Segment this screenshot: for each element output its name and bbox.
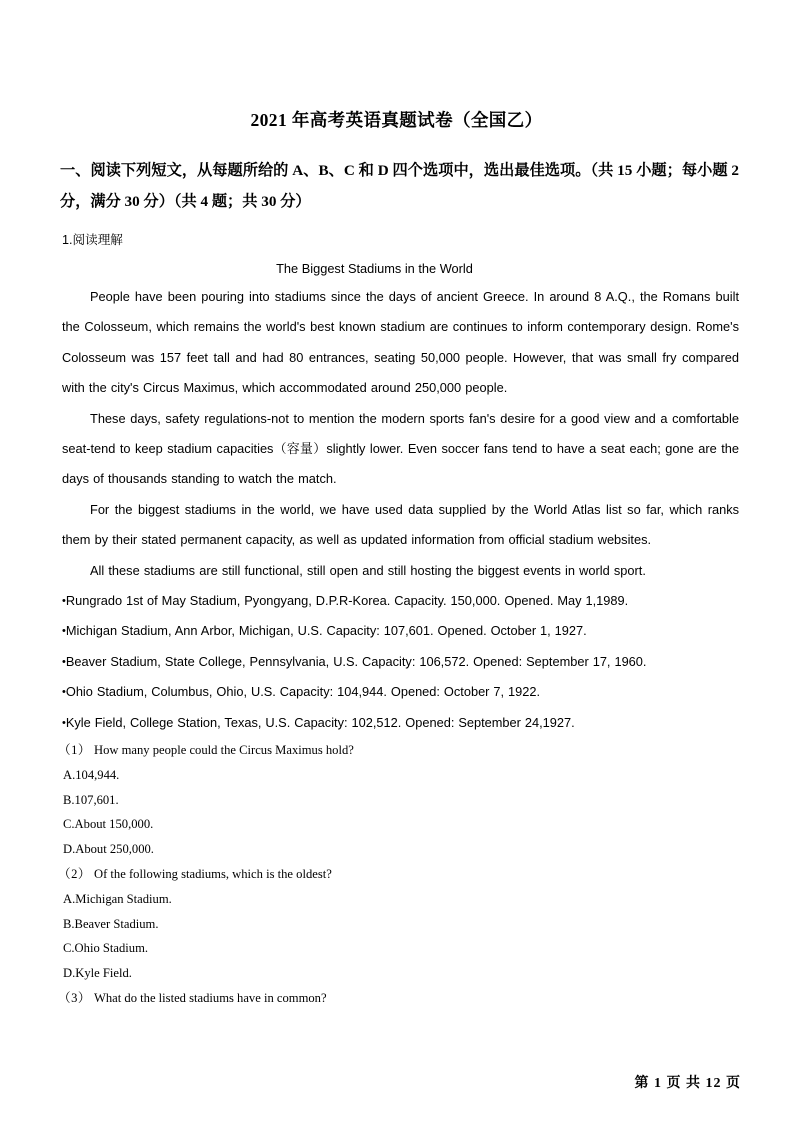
answer-option-a[interactable]: A.Michigan Stadium. [63, 891, 172, 906]
question-number: （3） [58, 991, 91, 1006]
answer-option-b[interactable]: B.107,601. [63, 792, 119, 807]
answer-option-d[interactable]: D.Kyle Field. [63, 966, 132, 981]
passage-title: The Biggest Stadiums in the World [276, 261, 473, 276]
passage-paragraph: All these stadiums are still functional, still open and still hosting the biggest events in world sport. [90, 562, 646, 578]
list-item [62, 586, 739, 616]
list-item-text: Beaver Stadium, State College, Pennsylvania, U.S. Capacity: 106,572. Opened: September 17, 1960. [65, 653, 647, 669]
bullet-icon: • [62, 716, 66, 729]
list-item-text: Kyle Field, College Station, Texas, U.S. Capacity: 102,512. Opened: September 24,1927. [65, 714, 575, 730]
answer-option-b[interactable]: B.Beaver Stadium. [63, 916, 159, 931]
passage-paragraph: People have been pouring into stadiums since the days of ancient Greece. In around 8 A.Q., the Romans built the Colosseum, which remains the world's best known stadium are continues to inform contemporary design. Rome's Colosseum was 157 feet tall and had 80 entrances, seating 50,000 people. However, that was small fry compared with the city's Circus Maximus, which accommodated around 250,000 people. [62, 289, 739, 396]
answer-option-c[interactable]: C.Ohio Stadium. [63, 941, 149, 956]
answer-option-c[interactable]: C.About 150,000. [63, 817, 154, 832]
question-stem [52, 986, 741, 1011]
sub-item-label: 1.阅读理解 [62, 233, 123, 247]
question-stem [52, 738, 741, 763]
question-text: Of the following stadiums, which is the oldest? [93, 867, 332, 882]
question-number: （2） [58, 867, 91, 882]
list-item [62, 647, 739, 677]
list-item-text: Ohio Stadium, Columbus, Ohio, U.S. Capacity: 104,944. Opened: October 7, 1922. [65, 684, 541, 700]
question-text: How many people could the Circus Maximus hold? [93, 743, 354, 758]
page-footer: 第 1 页 共 12 页 [634, 1076, 741, 1091]
question-1 [52, 738, 741, 862]
bullet-icon: • [62, 595, 66, 608]
answer-option-a[interactable]: A.104,944. [63, 767, 120, 782]
passage-paragraph: For the biggest stadiums in the world, we have used data supplied by the World Atlas list so far, which ranks them by their stated permanent capacity, as well as updated information from official stadium websites. [62, 501, 739, 548]
reading-passage [52, 251, 741, 738]
bullet-icon: • [62, 686, 66, 699]
answer-option-d[interactable]: D.About 250,000. [63, 842, 154, 857]
bullet-icon: • [62, 625, 66, 638]
list-item-text: Michigan Stadium, Ann Arbor, Michigan, U.S. Capacity: 107,601. Opened. October 1, 1927. [65, 623, 587, 639]
question-text: What do the listed stadiums have in common? [93, 991, 327, 1006]
list-item-text: Rungrado 1st of May Stadium, Pyongyang, D.P.R-Korea. Capacity. 150,000. Opened. May 1,1989. [65, 593, 629, 609]
bullet-icon: • [62, 655, 66, 668]
question-2 [52, 862, 741, 986]
list-item [62, 677, 739, 707]
question-stem [52, 862, 741, 887]
page-title: 2021 年高考英语真题试卷（全国乙） [250, 110, 543, 130]
passage-paragraph: These days, safety regulations-not to mention the modern sports fan's desire for a good view and a comfortable seat-tend to keep stadium capacities（容量）slightly lower. Even soccer fans tend to have a seat each; gone are the days of thousands standing to watch the match. [62, 410, 739, 487]
list-item [62, 708, 739, 738]
section-heading: 一、阅读下列短文，从每题所给的 A、B、C 和 D 四个选项中，选出最佳选项。（共 15 小题；每小题 2 分，满分 30 分）（共 4 题；共 30 分） [60, 162, 739, 210]
list-item [62, 616, 739, 646]
question-number: （1） [58, 743, 91, 758]
stadium-list [62, 586, 739, 738]
question-3 [52, 986, 741, 1011]
